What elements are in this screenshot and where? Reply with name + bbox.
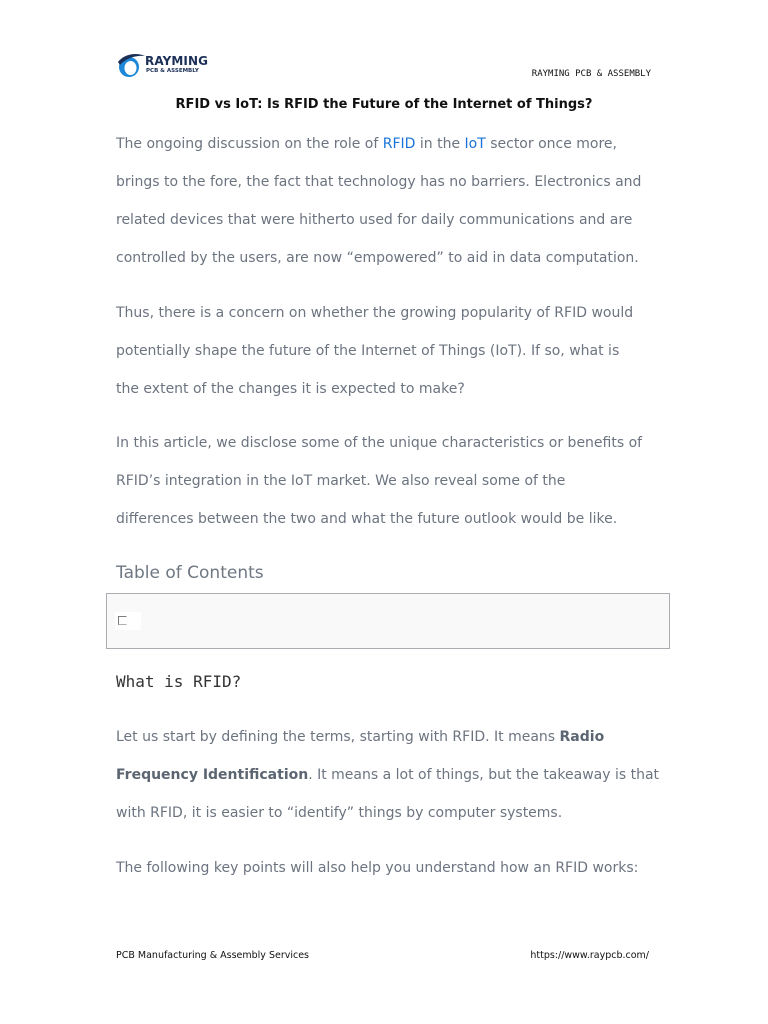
intro-line-4: controlled by the users, are now “empowered” to aid in data computation. xyxy=(116,250,639,266)
concern-line-1: Thus, there is a concern on whether the growing popularity of RFID would xyxy=(116,305,634,321)
toc-toggle-icon xyxy=(118,616,127,625)
overview-line-2: RFID’s integration in the IoT market. We also reveal some of the xyxy=(116,473,566,489)
definition-line-1 xyxy=(116,718,676,756)
logo-name: RAYMING xyxy=(145,54,209,68)
rfid-link[interactable]: RFID xyxy=(382,136,416,152)
rayming-swoosh-icon xyxy=(116,50,146,80)
footer-website-link[interactable]: https://www.raypcb.com/ xyxy=(530,950,649,961)
overview-line-3: differences between the two and what the future outlook would be like. xyxy=(116,511,618,527)
concern-paragraph xyxy=(116,294,676,408)
toc-heading: Table of Contents xyxy=(116,563,264,583)
rfid-definition-paragraph xyxy=(116,718,676,832)
intro-text-b: in the xyxy=(415,136,465,152)
section-heading-what-is-rfid: What is RFID? xyxy=(116,672,242,691)
concern-line-2: potentially shape the future of the Internet of Things (IoT). If so, what is xyxy=(116,343,620,359)
iot-link[interactable]: IoT xyxy=(464,136,486,152)
intro-paragraph xyxy=(116,125,676,277)
overview-paragraph xyxy=(116,424,676,538)
concern-line-3: the extent of the changes it is expected to make? xyxy=(116,381,465,397)
toc-container xyxy=(106,593,670,649)
intro-line-2: brings to the fore, the fact that technology has no barriers. Electronics and xyxy=(116,174,642,190)
key-points-intro xyxy=(116,849,676,887)
definition-text-b: . It means a lot of things, but the takeaway is that xyxy=(308,767,660,783)
intro-line-1 xyxy=(116,125,676,163)
company-logo xyxy=(116,50,216,80)
overview-line-1: In this article, we disclose some of the unique characteristics or benefits of xyxy=(116,435,643,451)
header-company-name: RAYMING PCB & ASSEMBLY xyxy=(531,69,651,79)
definition-line-2 xyxy=(116,756,676,794)
article-title: RFID vs IoT: Is RFID the Future of the Internet of Things? xyxy=(175,97,593,112)
key-points-line: The following key points will also help you understand how an RFID works: xyxy=(116,860,639,876)
toc-toggle-button[interactable] xyxy=(115,612,141,630)
definition-term-frequency-identification: Frequency Identification xyxy=(116,767,309,783)
footer-services: PCB Manufacturing & Assembly Services xyxy=(116,950,310,961)
definition-text-a: Let us start by defining the terms, starting with RFID. It means xyxy=(116,729,560,745)
logo-subtitle: PCB & ASSEMBLY xyxy=(146,68,199,74)
intro-text-a: The ongoing discussion on the role of xyxy=(116,136,383,152)
definition-line-3: with RFID, it is easier to “identify” things by computer systems. xyxy=(116,805,563,821)
intro-line-3: related devices that were hitherto used for daily communications and are xyxy=(116,212,633,228)
intro-text-c: sector once more, xyxy=(485,136,617,152)
definition-term-radio: Radio xyxy=(559,729,605,745)
